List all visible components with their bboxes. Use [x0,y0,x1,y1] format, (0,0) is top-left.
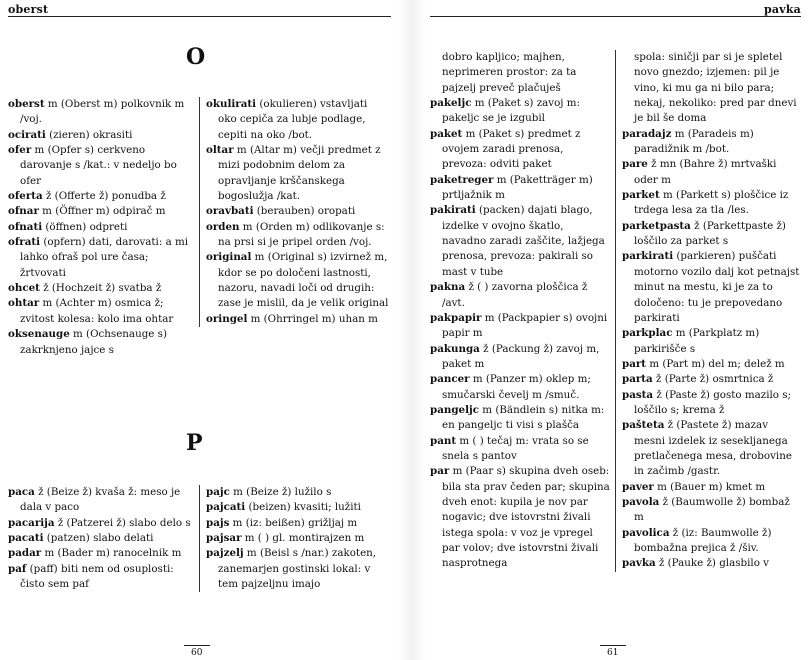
entry-definition: ž (Packung ž) zavoj m, paket m [442,342,600,370]
page-number-right: 61 [607,648,619,658]
dictionary-entry [206,546,389,592]
entry-headword: oberst [8,98,45,110]
page-number-left: 60 [191,648,203,658]
dictionary-entry [622,495,802,526]
dictionary-entry [622,480,802,495]
entry-headword: pakeljc [430,97,472,110]
column-o-2 [206,97,389,327]
dictionary-entry [8,97,191,128]
entry-headword: pant [430,434,457,447]
entry-definition: m (Paar s) skupina dveh oseb: bila sta prav čeden par; skupina dveh enot: kupila je nov par nogavic; dve istovrstni živali istega spola: v voz je vpregel par volov; dve istovrstni živali nasprotnega [442,465,610,570]
entry-definition: ž (Parkettpaste ž) loščilo za parket s [634,219,786,248]
dictionary-entry [430,372,610,403]
entry-definition: ž mn (Bahre ž) mrtvaški oder m [634,158,777,186]
entry-headword: pakirati [430,204,476,217]
dictionary-entry [622,50,802,127]
entry-headword: oksenauge [8,328,70,341]
entry-headword: paca [8,486,35,498]
column-p-1 [8,485,191,592]
dictionary-entry [622,157,802,188]
entry-headword: paf [8,562,27,575]
dictionary-entry [206,531,389,546]
entry-definition: m (Paket s) zavoj m: pakeljc se je izgubil [442,97,580,125]
dictionary-entry [622,127,802,158]
dictionary-entry [622,249,802,326]
dictionary-entry [206,220,389,251]
entry-definition: ž (Pauke ž) glasbilo v [655,557,769,570]
dictionary-entry [622,219,802,250]
entry-headword: pacarija [8,516,55,529]
entry-definition: ž (Beize ž) kvaša ž: meso je dala v paco [20,486,181,514]
dictionary-entry [430,203,610,280]
dictionary-entry [8,220,191,235]
entry-headword: pavka [622,557,656,570]
dictionary-entry [8,516,191,531]
entry-headword: pašteta [622,419,665,432]
dictionary-entry [430,50,610,96]
entry-definition: (berauben) oropati [253,205,356,218]
entry-definition: (öffnen) odpreti [42,220,128,233]
section-letter-o: O [186,44,206,70]
entry-headword: parkirati [622,250,674,263]
entry-definition: ž ( ) zavorna ploščica ž /avt. [442,281,588,309]
entry-headword: paketreger [430,173,494,186]
entry-headword: orden [206,220,240,233]
entry-definition: m (Parkplatz m) parkirišče s [634,327,760,355]
dictionary-entry [430,342,610,373]
dictionary-entry [8,562,191,593]
entry-definition: m (Ochsenauge s) zakrknjeno jajce s [20,328,167,356]
book-gutter [398,0,426,660]
entry-definition: (patzen) slabo delati [43,532,154,545]
entry-definition: ž (Patzerei ž) slabo delo s [54,516,191,529]
dictionary-entry [8,327,191,358]
dictionary-entry [8,189,191,204]
dictionary-entry [206,143,389,204]
entry-definition: m (Packpapier s) ovojni papir m [442,311,608,340]
header-rule-right [430,16,801,17]
entry-definition: m (Bändlein s) nitka m: en pangeljc ti visi s plašča [442,403,605,432]
entry-headword: part [622,357,647,370]
entry-definition: (beizen) kvasiti; lužiti [245,501,361,514]
column-divider [199,97,200,327]
entry-definition: (zieren) okrasiti [45,128,133,141]
entry-headword: pajcati [206,501,246,514]
entry-definition: m (Paketträger m) prtljažnik m [442,173,593,202]
dictionary-entry [430,464,610,571]
dictionary-entry [206,97,389,143]
dictionary-entry [430,403,610,434]
entry-headword: parta [622,373,653,386]
section-letter-p: P [186,430,203,456]
entry-headword: pacati [8,532,44,545]
dictionary-entry [622,388,802,419]
dictionary-entry [8,204,191,219]
entry-definition: (okulieren) vstavljati oko cepiča za lubje podlage, cepiti na oko /bot. [218,98,368,141]
dictionary-entry [206,204,389,219]
running-head-left: oberst [8,3,49,16]
dictionary-entry [430,173,610,204]
entry-headword: pajzelj [206,547,244,560]
page-number-rule [600,645,626,646]
entry-definition: m (Bader m) ranocelnik m [41,547,182,560]
dictionary-entry [8,281,191,296]
entry-headword: ofnati [8,220,43,233]
entry-headword: pakpapir [430,311,482,324]
dictionary-entry [622,526,802,557]
entry-definition: m (Öffner m) odpirač m [38,205,166,218]
entry-headword: pakna [430,281,466,294]
entry-definition: (paff) biti nem od osuplosti: čisto sem paf [20,562,174,591]
entry-definition: (packen) dajati blago, izdelke v ovojno škatlo, navadno zaradi zaščite, lažjega prenosa, prevoza: pakirali so mast v tube [442,204,605,278]
dictionary-entry [206,250,389,311]
dictionary-entry [430,311,610,342]
column-o-1 [8,97,191,358]
dictionary-entry [622,326,802,357]
entry-definition: m (Altar m) večji predmet z mizi podobnim delom za opravljanje krščanskega bogoslužja /kat. [218,144,381,203]
entry-headword: parket [622,189,660,202]
entry-headword: par [430,465,450,478]
dictionary-entry [8,128,191,143]
entry-headword: ohcet [8,282,40,295]
entry-definition: (opfern) dati, darovati: a mi lahko ofraš pol ure časa; žrtvovati [20,236,189,279]
entry-headword: pajc [206,486,230,498]
dictionary-entry [430,280,610,311]
entry-headword: pakunga [430,342,480,355]
entry-headword: oringel [206,312,248,325]
header-rule-left [8,16,391,17]
entry-definition: (parkieren) puščati motorno vozilo dalj kot petnajst minut na mestu, ki je za to določeno: tu je prepovedano parkirati [634,250,800,324]
column-divider [615,50,616,572]
entry-headword: pajs [206,516,230,529]
dictionary-entry [8,235,191,281]
entry-definition: ž (Parte ž) osmrtnica ž [652,373,774,386]
entry-headword: okulirati [206,98,257,110]
entry-definition: ž (Pastete ž) mazav mesni izdelek iz sesekljanega pretlačenega mesa, drobovine in začimb /gastr. [634,419,792,478]
dictionary-entry [8,546,191,561]
entry-definition: dobro kapljico; majhen, neprimeren prostor: za ta pajzelj preveč plačuješ [442,51,577,94]
entry-headword: ofer [8,144,32,157]
dictionary-entry [430,96,610,127]
dictionary-entry [8,296,191,327]
entry-definition: m (Beize ž) lužilo s [229,486,332,498]
dictionary-entry [622,418,802,479]
entry-definition: ž (Offerte ž) ponudba ž [42,190,166,203]
entry-definition: m (Bauer m) kmet m [653,480,766,493]
entry-headword: oferta [8,190,43,203]
entry-headword: pajsar [206,532,242,545]
entry-headword: ocirati [8,128,46,141]
entry-definition: spola: siničji par si je spletel novo gnezdo; izjemen: pil je vino, ki mu ga ni bilo para; nekaj, nekoliko: pred par dnevi je bil še doma [634,51,797,125]
entry-headword: ofnar [8,205,39,218]
entry-headword: paver [622,480,654,493]
entry-headword: original [206,251,252,264]
running-head-right: pavka [764,3,801,16]
entry-definition: m (Paket s) predmet z ovojem zaradi prenosa, prevoza: odviti paket [442,127,581,171]
entry-headword: pasta [622,388,654,401]
entry-definition: ž (Baumwolle ž) bombaž m [634,495,790,524]
entry-headword: paradajz [622,127,672,140]
dictionary-entry [622,556,802,571]
entry-headword: pancer [430,373,470,386]
entry-definition: m (Oberst m) polkovnik m /voj. [20,98,185,126]
entry-headword: parkplac [622,327,673,340]
right-page [426,0,809,660]
column-right-2 [622,50,802,572]
entry-definition: m ( ) gl. montirajzen m [241,532,365,545]
dictionary-entry [430,127,610,173]
entry-definition: m ( ) tečaj m: vrata so se snela s pantov [442,434,589,462]
left-page [0,0,398,660]
entry-definition: ž (iz: Baumwolle ž) bombažna prejica ž /šiv. [634,526,772,554]
entry-definition: ž (Paste ž) gosto mazilo s; loščilo s; krema ž [634,388,792,416]
entry-definition: m (iz: beißen) grižljaj m [229,516,358,529]
dictionary-entry [622,357,802,372]
entry-headword: ofrati [8,236,41,249]
entry-definition: m (Original s) izvirnež m, kdor se po določeni lastnosti, nazoru, navadi loči od drugih: zase je mislil, da je velik original [218,251,389,310]
entry-definition: m (Beisl s /nar.) zakoten, zanemarjen gostinski lokal: v tem pajzeljnu imajo [218,547,377,591]
column-right-1 [430,50,610,572]
entry-headword: pangeljc [430,403,480,416]
entry-definition: m (Paradeis m) paradižnik m /bot. [634,127,754,156]
entry-definition: m (Part m) del m; delež m [646,357,785,370]
dictionary-entry [206,516,389,531]
entry-headword: padar [8,547,42,560]
entry-definition: m (Panzer m) oklep m; smučarski čevelj m /smuč. [442,373,591,401]
entry-headword: pavolica [622,526,670,539]
dictionary-entry [206,485,389,500]
entry-definition: m (Parkett s) ploščice iz trdega lesa za tla /les. [634,189,789,217]
entry-headword: pavola [622,495,660,508]
dictionary-entry [8,531,191,546]
entry-headword: pare [622,158,648,171]
dictionary-entry [8,485,191,516]
dictionary-entry [8,143,191,189]
dictionary-entry [622,372,802,387]
entry-definition: m (Opfer s) cerkveno darovanje s /kat.: v nedeljo bo ofer [20,144,177,187]
page-number-rule [184,645,210,646]
entry-definition: m (Orden m) odlikovanje s: na prsi si je pripel orden /voj. [218,220,385,249]
dictionary-entry [206,500,389,515]
entry-headword: ohtar [8,297,40,310]
entry-definition: m (Achter m) osmica ž; zvitost kolesa: kolo ima ohtar [20,297,174,325]
dictionary-entry [206,312,389,327]
entry-headword: oravbati [206,205,254,218]
column-p-2 [206,485,389,592]
entry-definition: ž (Hochzeit ž) svatba ž [39,282,162,295]
entry-headword: parketpasta [622,219,691,232]
entry-headword: oltar [206,144,234,157]
entry-definition: m (Ohrringel m) uhan m [247,312,378,325]
dictionary-entry [430,434,610,465]
entry-headword: paket [430,127,463,140]
dictionary-entry [622,188,802,219]
column-divider [199,485,200,592]
